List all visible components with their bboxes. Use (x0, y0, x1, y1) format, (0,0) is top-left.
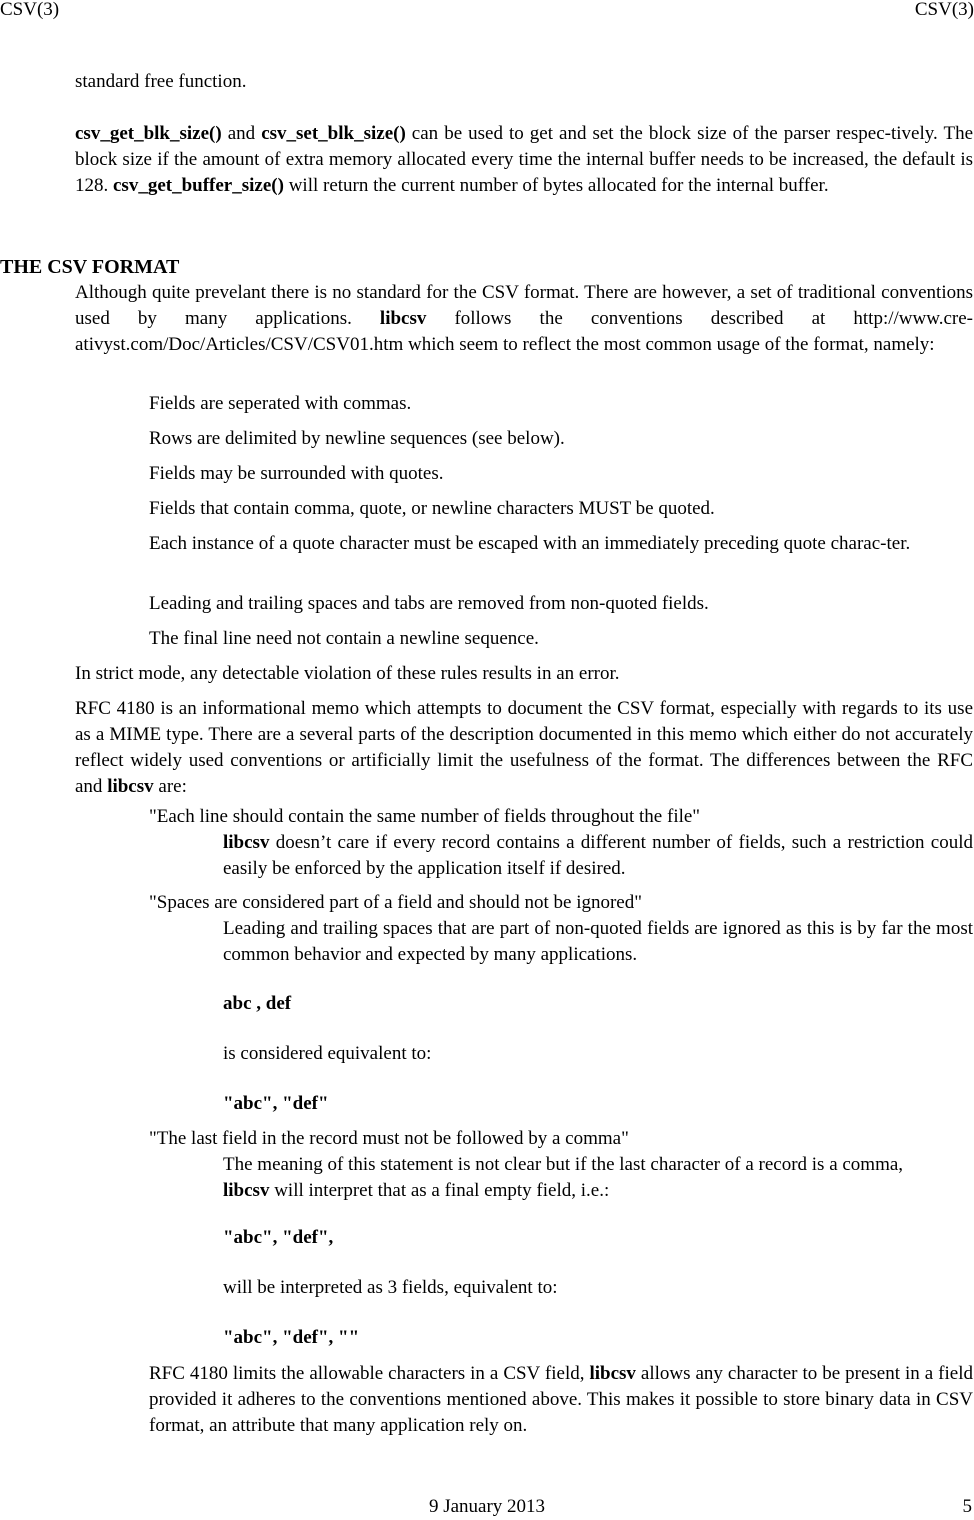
diff-2-title: "Spaces are considered part of a field and should not be ignored" (149, 892, 642, 913)
libcsv-term: libcsv (379, 308, 427, 329)
diff-2-text: Leading and trailing spaces that are part of non-quoted fields are ignored as this is by far the most common behavior and expected by many applications. (223, 918, 973, 965)
fn-set-blk-size: csv_set_blk_size() (261, 123, 406, 144)
rule-item: Leading and trailing spaces and tabs are removed from non-quoted fields. (149, 593, 709, 614)
intro-paragraph-1: standard free function. (75, 71, 247, 92)
header-left: CSV(3) (0, 0, 60, 20)
diff-1-text: libcsv doesn’t care if every record contains a different number of fields, such a restriction could easily be enforced by the application itself if desired. (223, 832, 973, 879)
diff-3-example-2: "abc", "def", "" (223, 1327, 360, 1348)
rule-item: Fields may be surrounded with quotes. (149, 463, 444, 484)
intro-paragraph-2: csv_get_blk_size() and csv_set_blk_size() can be used to get and set the block size of the parser respec-tively. The block size if the amount of extra memory allocated every time the internal buffer needs to be increased, the default is 128. csv_get_buffer_size() will return the current number of bytes allocated for the internal buffer. (75, 123, 974, 196)
section-title: THE CSV FORMAT (0, 256, 180, 278)
libcsv-term: libcsv (223, 832, 270, 853)
libcsv-term: libcsv (223, 1180, 270, 1201)
fn-get-buffer-size: csv_get_buffer_size() (113, 175, 284, 196)
fn-get-blk-size: csv_get_blk_size() (75, 123, 222, 144)
rule-item: Each instance of a quote character must be escaped with an immediately preceding quote charac-ter. (149, 533, 911, 554)
header-right: CSV(3) (914, 0, 974, 20)
libcsv-term: libcsv (589, 1363, 636, 1384)
diff-3-middle: will be interpreted as 3 fields, equivalent to: (223, 1277, 558, 1298)
strict-mode-paragraph: In strict mode, any detectable violation of these rules results in an error. (75, 663, 620, 684)
diff-3-title: "The last field in the record must not be followed by a comma" (149, 1128, 629, 1149)
diff-2-example-2: "abc", "def" (223, 1093, 329, 1114)
rule-item: Rows are delimited by newline sequences (see below). (149, 428, 565, 449)
rule-item: Fields that contain comma, quote, or newline characters MUST be quoted. (149, 498, 715, 519)
diff-2-middle: is considered equivalent to: (223, 1043, 432, 1064)
diff-3-text-a: The meaning of this statement is not clear but if the last character of a record is a comma, (223, 1154, 904, 1175)
rfc-paragraph: RFC 4180 is an informational memo which attempts to document the CSV format, especially with regards to its use as a MIME type. There are a several parts of the description documented in this memo which either do not accurately reflect widely used conventions or artificially limit the usefulness of the format. The differences between the RFC and libcsv are: (75, 698, 973, 797)
diff-2-example-1: abc , def (223, 993, 292, 1014)
libcsv-term: libcsv (107, 776, 154, 797)
footer-date: 9 January 2013 (428, 1496, 546, 1517)
diff-4-paragraph: RFC 4180 limits the allowable characters in a CSV field, libcsv allows any character to be present in a field provided it adheres to the conventions mentioned above. This makes it possible to store binary data in CSV format, an attribute that many application rely on. (149, 1363, 973, 1436)
diff-3-example-1: "abc", "def", (223, 1227, 334, 1248)
diff-3-text-b: libcsv will interpret that as a final empty field, i.e.: (223, 1180, 610, 1201)
diff-1-title: "Each line should contain the same number of fields throughout the file" (149, 806, 701, 827)
rule-item: Fields are seperated with commas. (149, 393, 412, 414)
footer-page-number: 5 (962, 1496, 972, 1517)
rule-item: The final line need not contain a newline sequence. (149, 628, 539, 649)
format-intro-paragraph: Although quite prevelant there is no standard for the CSV format. There are however, a set of traditional conventions used by many applications. libcsv follows the conventions described at http://www.cre-ativyst.com/Doc/Articles/CSV/CSV01.htm which seem to reflect the most common usage of the format, namely: (75, 282, 973, 355)
